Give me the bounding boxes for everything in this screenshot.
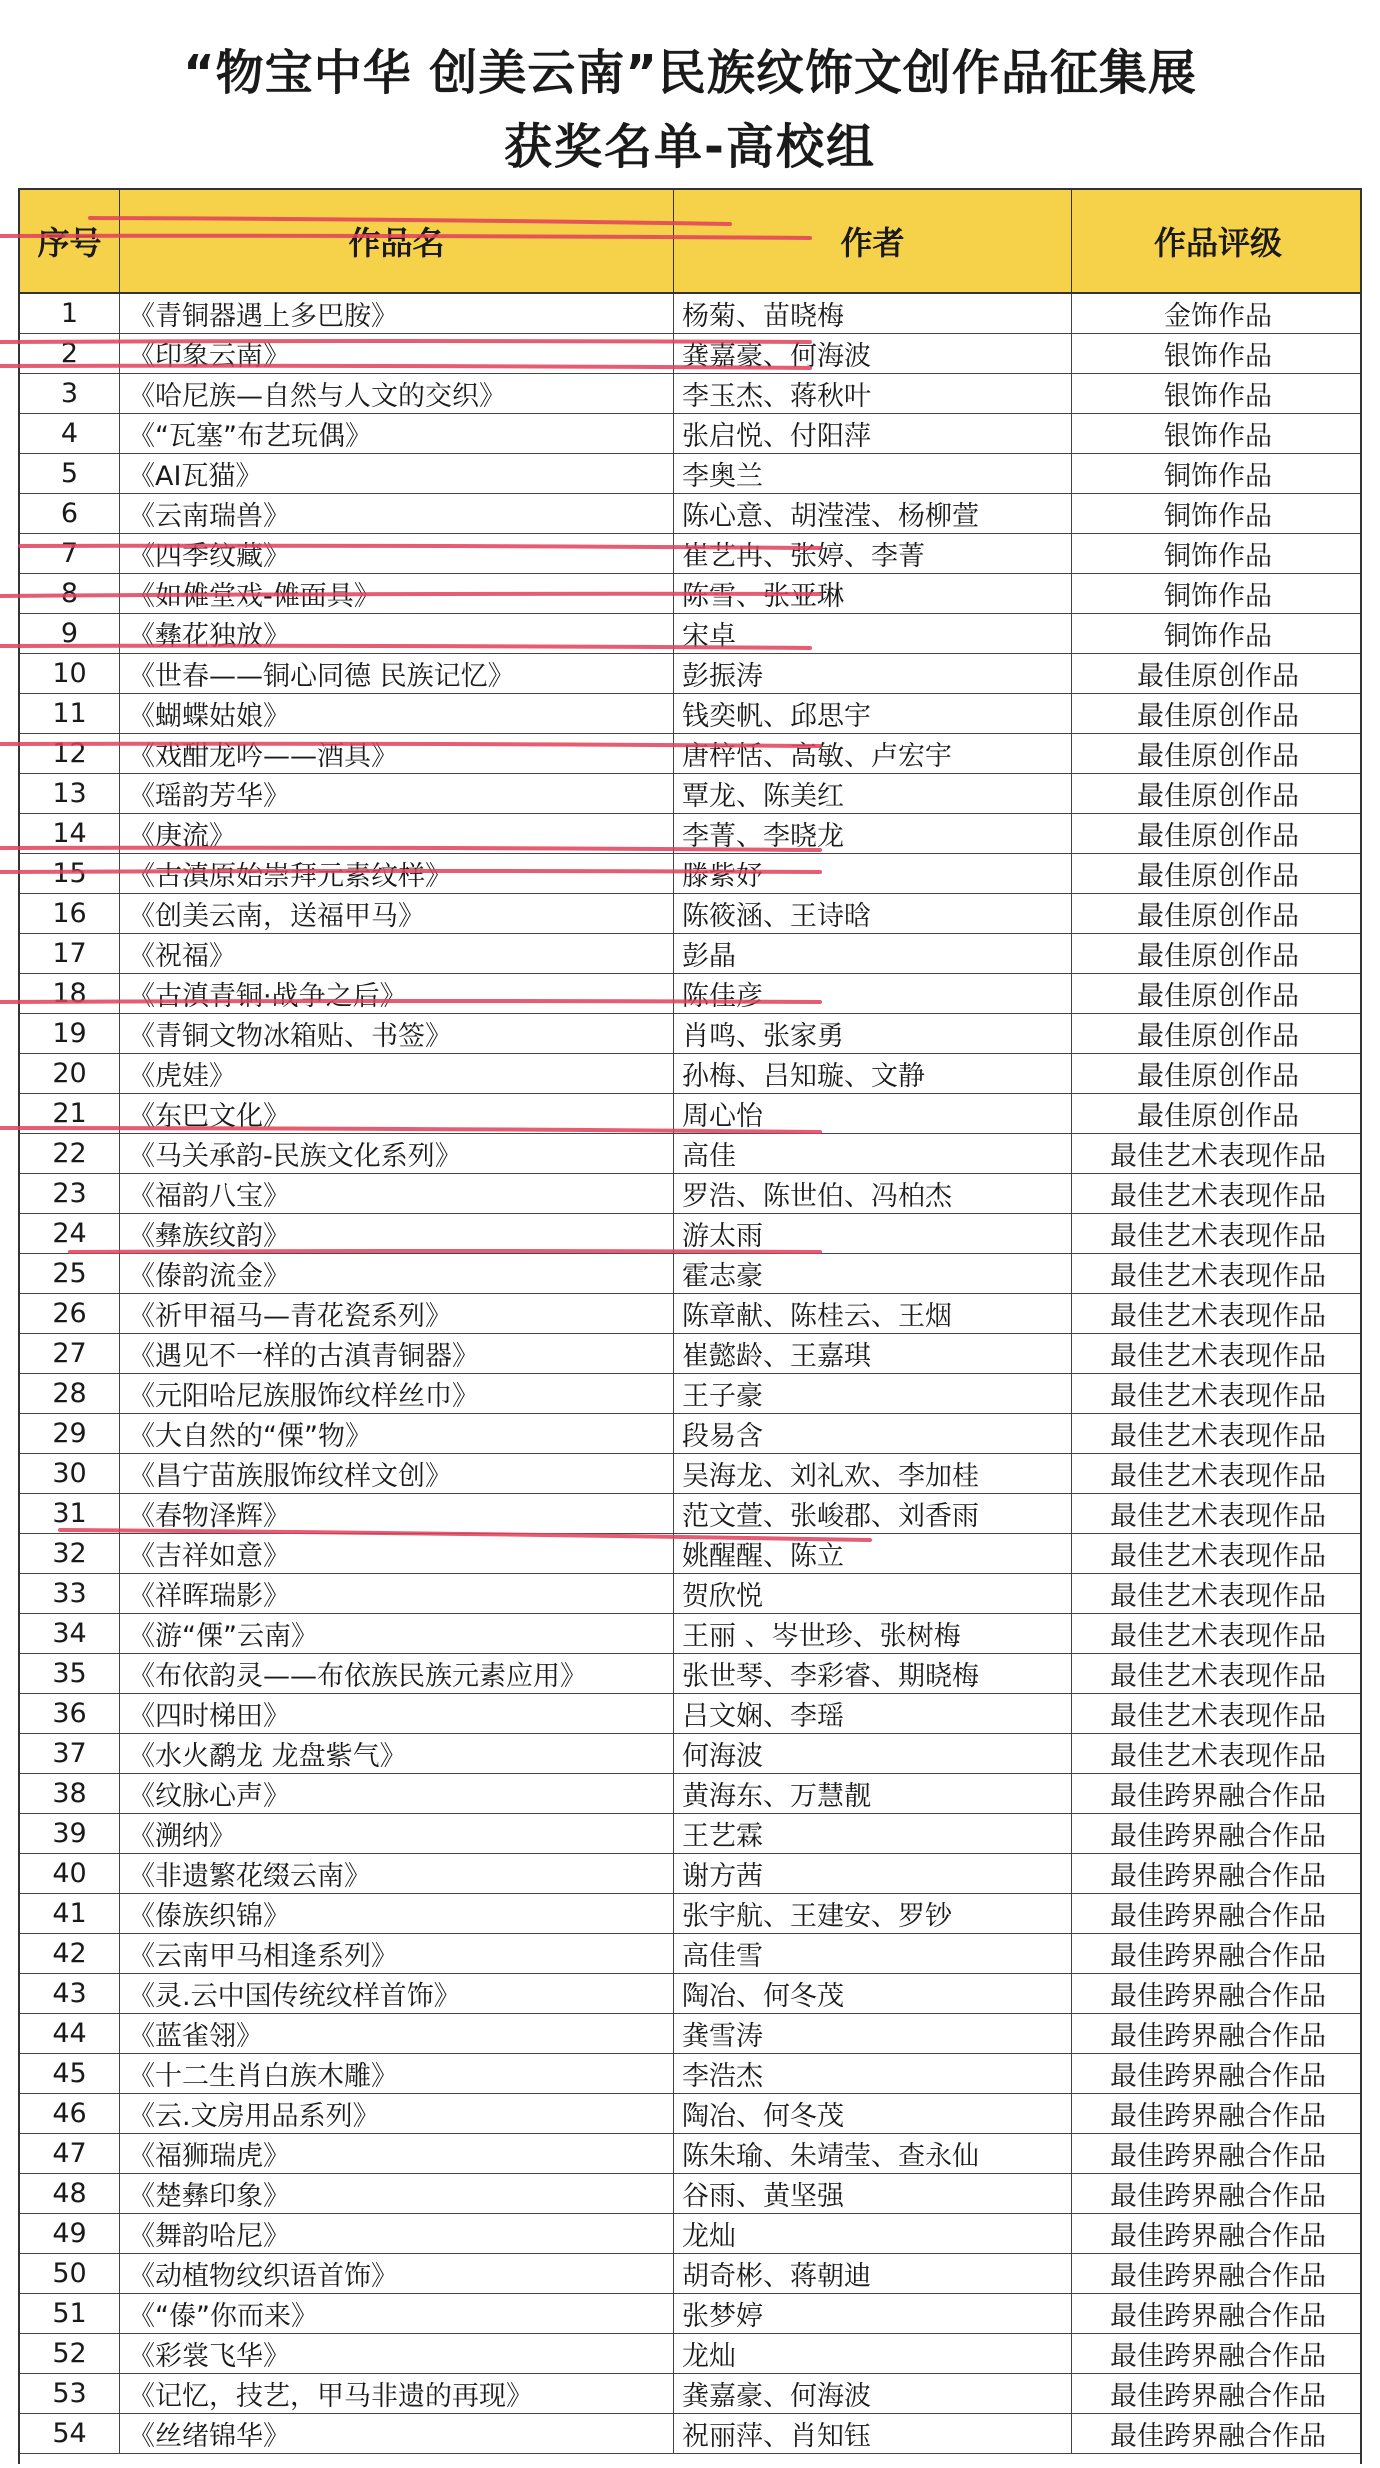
table-row <box>20 974 1360 1014</box>
table-row <box>20 1134 1360 1174</box>
cell-author: 霍志豪 <box>674 1254 1072 1293</box>
cell-grade: 铜饰作品 <box>1164 581 1272 612</box>
cell-author: 周心怡 <box>674 1094 1072 1133</box>
table-row <box>20 1894 1360 1934</box>
cell-grade: 最佳跨界融合作品 <box>1110 1781 1326 1812</box>
cell-number: 17 <box>20 934 120 973</box>
cell-work: 《游“傈”云南》 <box>120 1614 674 1653</box>
table-row <box>20 2094 1360 2134</box>
cell-number: 27 <box>20 1334 120 1373</box>
cell-number: 42 <box>20 1934 120 1973</box>
cell-number: 12 <box>20 734 120 773</box>
cell-grade: 铜饰作品 <box>1164 621 1272 652</box>
cell-number: 13 <box>20 774 120 813</box>
cell-number: 52 <box>20 2334 120 2373</box>
cell-number: 53 <box>20 2374 120 2413</box>
table-row <box>20 894 1360 934</box>
cell-author: 李奥兰 <box>674 454 1072 493</box>
cell-work: 《记忆，技艺，甲马非遗的再现》 <box>120 2374 674 2413</box>
cell-grade: 铜饰作品 <box>1164 461 1272 492</box>
cell-work: 《虎娃》 <box>120 1054 674 1093</box>
table-row <box>20 1934 1360 1974</box>
cell-author: 孙梅、吕知璇、文静 <box>674 1054 1072 1093</box>
cell-author: 王丽 、岑世珍、张树梅 <box>674 1614 1072 1653</box>
cell-author: 唐梓恬、高敏、卢宏宇 <box>674 734 1072 773</box>
cell-author: 吴海龙、刘礼欢、李加桂 <box>674 1454 1072 1493</box>
table-row <box>20 1414 1360 1454</box>
cell-number: 8 <box>20 574 120 613</box>
cell-work: 《傣韵流金》 <box>120 1254 674 1293</box>
cell-grade: 最佳原创作品 <box>1137 701 1299 732</box>
table-row <box>20 1054 1360 1094</box>
cell-number: 16 <box>20 894 120 933</box>
award-table <box>18 188 1362 2464</box>
table-row <box>20 2174 1360 2214</box>
cell-author: 陈章献、陈桂云、王烟 <box>674 1294 1072 1333</box>
cell-grade: 银饰作品 <box>1164 421 1272 452</box>
cell-grade: 最佳跨界融合作品 <box>1110 2221 1326 2252</box>
cell-grade: 最佳跨界融合作品 <box>1110 1821 1326 1852</box>
cell-work: 《福韵八宝》 <box>120 1174 674 1213</box>
cell-number: 28 <box>20 1374 120 1413</box>
cell-author: 崔艺冉、张婷、李菁 <box>674 534 1072 573</box>
table-row <box>20 1854 1360 1894</box>
cell-work: 《如傩堂戏-傩面具》 <box>120 574 674 613</box>
table-row <box>20 454 1360 494</box>
table-row <box>20 2414 1360 2454</box>
cell-number: 1 <box>20 294 120 333</box>
cell-number: 26 <box>20 1294 120 1333</box>
table-row <box>20 2294 1360 2334</box>
cell-author: 罗浩、陈世伯、冯柏杰 <box>674 1174 1072 1213</box>
cell-grade: 最佳艺术表现作品 <box>1110 1141 1326 1172</box>
cell-grade: 最佳艺术表现作品 <box>1110 1181 1326 1212</box>
cell-number: 25 <box>20 1254 120 1293</box>
table-row <box>20 2254 1360 2294</box>
cell-number: 4 <box>20 414 120 453</box>
cell-grade: 最佳原创作品 <box>1137 661 1299 692</box>
cell-grade: 最佳艺术表现作品 <box>1110 1461 1326 1492</box>
cell-author: 龚嘉豪、何海波 <box>674 334 1072 373</box>
cell-author: 陈朱瑜、朱靖莹、查永仙 <box>674 2134 1072 2173</box>
cell-grade: 最佳跨界融合作品 <box>1110 2061 1326 2092</box>
cell-grade: 最佳原创作品 <box>1137 861 1299 892</box>
cell-grade: 银饰作品 <box>1164 341 1272 372</box>
cell-author: 陈佳彦 <box>674 974 1072 1013</box>
cell-grade: 最佳艺术表现作品 <box>1110 1581 1326 1612</box>
cell-work: 《蓝雀翎》 <box>120 2014 674 2053</box>
cell-work: 《青铜器遇上多巴胺》 <box>120 294 674 333</box>
cell-grade: 最佳原创作品 <box>1137 901 1299 932</box>
cell-number: 41 <box>20 1894 120 1933</box>
cell-author: 谷雨、黄坚强 <box>674 2174 1072 2213</box>
table-row <box>20 1614 1360 1654</box>
cell-number: 5 <box>20 454 120 493</box>
cell-author: 吕文娴、李瑶 <box>674 1694 1072 1733</box>
cell-grade: 最佳艺术表现作品 <box>1110 1741 1326 1772</box>
cell-author: 谢方茜 <box>674 1854 1072 1893</box>
page-subtitle: 获奖名单-高校组 <box>504 119 876 175</box>
header-author: 作者 <box>674 190 1072 292</box>
cell-grade: 最佳跨界融合作品 <box>1110 2421 1326 2452</box>
cell-number: 24 <box>20 1214 120 1253</box>
table-row <box>20 414 1360 454</box>
cell-number: 33 <box>20 1574 120 1613</box>
cell-work: 《创美云南，送福甲马》 <box>120 894 674 933</box>
cell-number: 31 <box>20 1494 120 1533</box>
cell-author: 陈心意、胡滢滢、杨柳萱 <box>674 494 1072 533</box>
table-row <box>20 2214 1360 2254</box>
cell-work: 《十二生肖白族木雕》 <box>120 2054 674 2093</box>
cell-author: 高佳雪 <box>674 1934 1072 1973</box>
cell-work: 《哈尼族—自然与人文的交织》 <box>120 374 674 413</box>
table-row <box>20 734 1360 774</box>
cell-number: 47 <box>20 2134 120 2173</box>
cell-number: 6 <box>20 494 120 533</box>
cell-grade: 铜饰作品 <box>1164 501 1272 532</box>
cell-number: 37 <box>20 1734 120 1773</box>
table-row <box>20 1094 1360 1134</box>
table-row <box>20 374 1360 414</box>
title-block <box>18 14 1362 186</box>
cell-grade: 最佳跨界融合作品 <box>1110 1901 1326 1932</box>
cell-author: 彭振涛 <box>674 654 1072 693</box>
cell-author: 龙灿 <box>674 2334 1072 2373</box>
table-row <box>20 1014 1360 1054</box>
cell-work: 《云.文房用品系列》 <box>120 2094 674 2133</box>
cell-author: 姚醒醒、陈立 <box>674 1534 1072 1573</box>
cell-grade: 最佳跨界融合作品 <box>1110 2261 1326 2292</box>
cell-number: 51 <box>20 2294 120 2333</box>
cell-grade: 最佳跨界融合作品 <box>1110 2141 1326 2172</box>
cell-grade: 最佳原创作品 <box>1137 1021 1299 1052</box>
table-row <box>20 334 1360 374</box>
cell-work: 《溯纳》 <box>120 1814 674 1853</box>
cell-number: 44 <box>20 2014 120 2053</box>
cell-author: 王子豪 <box>674 1374 1072 1413</box>
cell-work: 《AI瓦猫》 <box>120 454 674 493</box>
cell-number: 36 <box>20 1694 120 1733</box>
table-row <box>20 1254 1360 1294</box>
table-row <box>20 614 1360 654</box>
cell-work: 《昌宁苗族服饰纹样文创》 <box>120 1454 674 1493</box>
table-row <box>20 574 1360 614</box>
table-row <box>20 2134 1360 2174</box>
cell-work: 《庚流》 <box>120 814 674 853</box>
page-title: “物宝中华 创美云南”民族纹饰文创作品征集展 <box>183 45 1197 101</box>
cell-work: 《舞韵哈尼》 <box>120 2214 674 2253</box>
cell-grade: 最佳跨界融合作品 <box>1110 2021 1326 2052</box>
cell-author: 龙灿 <box>674 2214 1072 2253</box>
cell-grade: 最佳艺术表现作品 <box>1110 1261 1326 1292</box>
cell-author: 钱奕帆、邱思宇 <box>674 694 1072 733</box>
cell-work: 《丝绪锦华》 <box>120 2414 674 2453</box>
cell-grade: 最佳艺术表现作品 <box>1110 1381 1326 1412</box>
cell-author: 张梦婷 <box>674 2294 1072 2333</box>
cell-work: 《“傣”你而来》 <box>120 2294 674 2333</box>
cell-author: 王艺霖 <box>674 1814 1072 1853</box>
header-grade: 作品评级 <box>1153 224 1282 262</box>
cell-work: 《纹脉心声》 <box>120 1774 674 1813</box>
cell-grade: 铜饰作品 <box>1164 541 1272 572</box>
cell-grade: 最佳原创作品 <box>1137 1061 1299 1092</box>
cell-grade: 最佳跨界融合作品 <box>1110 2181 1326 2212</box>
table-row <box>20 934 1360 974</box>
cell-grade: 最佳艺术表现作品 <box>1110 1301 1326 1332</box>
cell-number: 11 <box>20 694 120 733</box>
cell-author: 李菁、李晓龙 <box>674 814 1072 853</box>
cell-grade: 银饰作品 <box>1164 381 1272 412</box>
cell-author: 龚雪涛 <box>674 2014 1072 2053</box>
cell-work: 《古滇青铜·战争之后》 <box>120 974 674 1013</box>
cell-number: 14 <box>20 814 120 853</box>
cell-work: 《布依韵灵——布依族民族元素应用》 <box>120 1654 674 1693</box>
cell-grade: 最佳艺术表现作品 <box>1110 1701 1326 1732</box>
cell-number: 30 <box>20 1454 120 1493</box>
table-row <box>20 2054 1360 2094</box>
cell-work: 《四时梯田》 <box>120 1694 674 1733</box>
cell-number: 7 <box>20 534 120 573</box>
cell-author: 黄海东、万慧靓 <box>674 1774 1072 1813</box>
cell-author: 贺欣悦 <box>674 1574 1072 1613</box>
cell-work: 《彩裳飞华》 <box>120 2334 674 2373</box>
cell-number: 40 <box>20 1854 120 1893</box>
cell-number: 32 <box>20 1534 120 1573</box>
cell-work: 《四季纹藏》 <box>120 534 674 573</box>
cell-work: 《祝福》 <box>120 934 674 973</box>
table-row <box>20 534 1360 574</box>
cell-number: 54 <box>20 2414 120 2453</box>
table-row <box>20 1334 1360 1374</box>
cell-number: 50 <box>20 2254 120 2293</box>
cell-number: 43 <box>20 1974 120 2013</box>
cell-author: 李浩杰 <box>674 2054 1072 2093</box>
table-row <box>20 1454 1360 1494</box>
table-row <box>20 1654 1360 1694</box>
cell-number: 3 <box>20 374 120 413</box>
table-row <box>20 2014 1360 2054</box>
cell-work: 《吉祥如意》 <box>120 1534 674 1573</box>
cell-number: 38 <box>20 1774 120 1813</box>
cell-work: 《“瓦塞”布艺玩偶》 <box>120 414 674 453</box>
cell-author: 范文萱、张峻郡、刘香雨 <box>674 1494 1072 1533</box>
cell-work: 《遇见不一样的古滇青铜器》 <box>120 1334 674 1373</box>
cell-author: 彭晶 <box>674 934 1072 973</box>
cell-author: 滕紫妤 <box>674 854 1072 893</box>
table-row <box>20 1494 1360 1534</box>
cell-work: 《祥晖瑞影》 <box>120 1574 674 1613</box>
cell-grade: 最佳跨界融合作品 <box>1110 2101 1326 2132</box>
table-header <box>20 190 1360 294</box>
cell-work: 《彝族纹韵》 <box>120 1214 674 1253</box>
cell-number: 20 <box>20 1054 120 1093</box>
cell-number: 21 <box>20 1094 120 1133</box>
cell-number: 39 <box>20 1814 120 1853</box>
cell-number: 9 <box>20 614 120 653</box>
cell-number: 15 <box>20 854 120 893</box>
cell-work: 《福狮瑞虎》 <box>120 2134 674 2173</box>
table-row <box>20 2374 1360 2414</box>
cell-grade: 最佳跨界融合作品 <box>1110 1861 1326 1892</box>
cell-author: 胡奇彬、蒋朝迪 <box>674 2254 1072 2293</box>
cell-grade: 最佳原创作品 <box>1137 981 1299 1012</box>
header-work: 作品名 <box>120 190 674 292</box>
cell-number: 48 <box>20 2174 120 2213</box>
cell-author: 杨菊、苗晓梅 <box>674 294 1072 333</box>
cell-work: 《瑶韵芳华》 <box>120 774 674 813</box>
cell-number: 10 <box>20 654 120 693</box>
cell-author: 何海波 <box>674 1734 1072 1773</box>
cell-work: 《大自然的“傈”物》 <box>120 1414 674 1453</box>
cell-author: 陶冶、何冬茂 <box>674 2094 1072 2133</box>
cell-work: 《世春——铜心同德 民族记忆》 <box>120 654 674 693</box>
table-row <box>20 1774 1360 1814</box>
table-row <box>20 1574 1360 1614</box>
cell-grade: 最佳艺术表现作品 <box>1110 1661 1326 1692</box>
cell-author: 张世琴、李彩睿、期晓梅 <box>674 1654 1072 1693</box>
cell-work: 《古滇原始崇拜元素纹样》 <box>120 854 674 893</box>
cell-number: 35 <box>20 1654 120 1693</box>
cell-work: 《戏酣龙吟——酒具》 <box>120 734 674 773</box>
cell-grade: 最佳艺术表现作品 <box>1110 1341 1326 1372</box>
table-row <box>20 1534 1360 1574</box>
cell-grade: 最佳原创作品 <box>1137 1101 1299 1132</box>
table-row <box>20 1374 1360 1414</box>
cell-author: 李玉杰、蒋秋叶 <box>674 374 1072 413</box>
cell-work: 《傣族织锦》 <box>120 1894 674 1933</box>
cell-work: 《云南瑞兽》 <box>120 494 674 533</box>
cell-grade: 最佳跨界融合作品 <box>1110 2301 1326 2332</box>
cell-number: 34 <box>20 1614 120 1653</box>
cell-grade: 最佳原创作品 <box>1137 821 1299 852</box>
cell-work: 《东巴文化》 <box>120 1094 674 1133</box>
table-row <box>20 1814 1360 1854</box>
cell-grade: 最佳跨界融合作品 <box>1110 1941 1326 1972</box>
table-row <box>20 1734 1360 1774</box>
table-row <box>20 1174 1360 1214</box>
cell-grade: 最佳原创作品 <box>1137 781 1299 812</box>
cell-work: 《春物泽辉》 <box>120 1494 674 1533</box>
cell-work: 《祈甲福马—青花瓷系列》 <box>120 1294 674 1333</box>
cell-grade: 最佳原创作品 <box>1137 741 1299 772</box>
cell-grade: 最佳艺术表现作品 <box>1110 1421 1326 1452</box>
cell-work: 《水火鹬龙 龙盘紫气》 <box>120 1734 674 1773</box>
cell-number: 19 <box>20 1014 120 1053</box>
cell-work: 《动植物纹织语首饰》 <box>120 2254 674 2293</box>
cell-grade: 最佳跨界融合作品 <box>1110 2381 1326 2412</box>
header-number: 序号 <box>20 190 120 292</box>
cell-grade: 金饰作品 <box>1164 301 1272 332</box>
cell-number: 2 <box>20 334 120 373</box>
cell-number: 23 <box>20 1174 120 1213</box>
cell-work: 《青铜文物冰箱贴、书签》 <box>120 1014 674 1053</box>
table-row <box>20 294 1360 334</box>
table-row <box>20 1974 1360 2014</box>
cell-author: 宋卓 <box>674 614 1072 653</box>
table-row <box>20 494 1360 534</box>
table-row <box>20 774 1360 814</box>
cell-work: 《彝花独放》 <box>120 614 674 653</box>
cell-number: 29 <box>20 1414 120 1453</box>
cell-author: 龚嘉豪、何海波 <box>674 2374 1072 2413</box>
cell-work: 《元阳哈尼族服饰纹样丝巾》 <box>120 1374 674 1413</box>
cell-work: 《楚彝印象》 <box>120 2174 674 2213</box>
cell-number: 46 <box>20 2094 120 2133</box>
table-row <box>20 1214 1360 1254</box>
table-row <box>20 1694 1360 1734</box>
cell-work: 《印象云南》 <box>120 334 674 373</box>
cell-grade: 最佳艺术表现作品 <box>1110 1221 1326 1252</box>
cell-author: 陈筱涵、王诗晗 <box>674 894 1072 933</box>
table-row <box>20 854 1360 894</box>
cell-work: 《马关承韵-民族文化系列》 <box>120 1134 674 1173</box>
table-row <box>20 654 1360 694</box>
table-row <box>20 2334 1360 2374</box>
cell-author: 肖鸣、张家勇 <box>674 1014 1072 1053</box>
cell-grade: 最佳艺术表现作品 <box>1110 1541 1326 1572</box>
cell-author: 崔懿龄、王嘉琪 <box>674 1334 1072 1373</box>
cell-number: 45 <box>20 2054 120 2093</box>
cell-work: 《非遗繁花缀云南》 <box>120 1854 674 1893</box>
cell-author: 祝丽萍、肖知钰 <box>674 2414 1072 2453</box>
cell-grade: 最佳艺术表现作品 <box>1110 1501 1326 1532</box>
cell-author: 段易含 <box>674 1414 1072 1453</box>
cell-work: 《蝴蝶姑娘》 <box>120 694 674 733</box>
cell-grade: 最佳艺术表现作品 <box>1110 1621 1326 1652</box>
cell-author: 覃龙、陈美红 <box>674 774 1072 813</box>
cell-author: 高佳 <box>674 1134 1072 1173</box>
cell-author: 陶冶、何冬茂 <box>674 1974 1072 2013</box>
cell-author: 游太雨 <box>674 1214 1072 1253</box>
cell-author: 陈雪、张亚琳 <box>674 574 1072 613</box>
cell-grade: 最佳跨界融合作品 <box>1110 1981 1326 2012</box>
cell-grade: 最佳原创作品 <box>1137 941 1299 972</box>
cell-author: 张宇航、王建安、罗钞 <box>674 1894 1072 1933</box>
cell-author: 张启悦、付阳萍 <box>674 414 1072 453</box>
table-row <box>20 1294 1360 1334</box>
cell-number: 22 <box>20 1134 120 1173</box>
cell-number: 49 <box>20 2214 120 2253</box>
table-row <box>20 814 1360 854</box>
cell-work: 《云南甲马相逢系列》 <box>120 1934 674 1973</box>
cell-grade: 最佳跨界融合作品 <box>1110 2341 1326 2372</box>
cell-number: 18 <box>20 974 120 1013</box>
cell-work: 《灵.云中国传统纹样首饰》 <box>120 1974 674 2013</box>
table-row <box>20 694 1360 734</box>
